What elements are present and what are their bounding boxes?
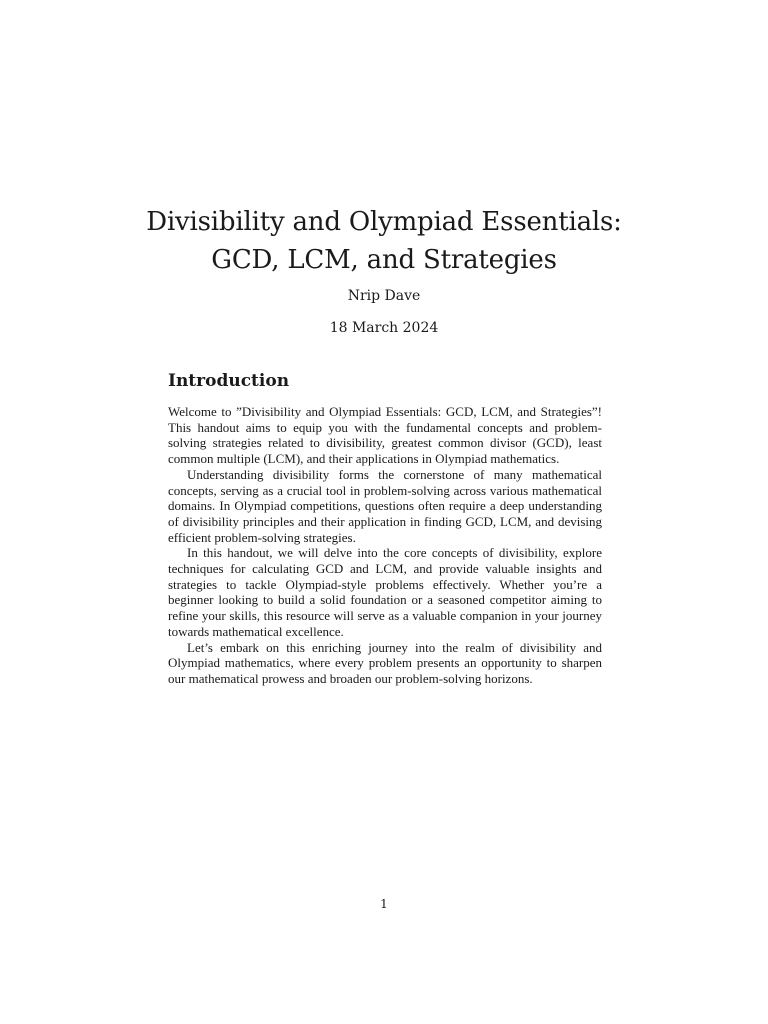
section-heading-introduction: Introduction [168, 371, 290, 391]
paragraph-4: Let’s embark on this enriching journey into the realm of divisibility and Olympiad mathematics, where every problem presents an opportunity to sharpen our mathematical prowess and broaden our problem-solving horizons. [168, 639, 602, 686]
paragraph-1: Welcome to ”Divisibility and Olympiad Essentials: GCD, LCM, and Strategies”! This handout aims to equip you with the fundamental concepts and problem-solving strategies related to divisibility, greatest common divisor (GCD), least common multiple (LCM), and their applications in Olympiad mathematics. [168, 404, 602, 467]
paragraph-3: In this handout, we will delve into the core concepts of divisibility, explore techniques for calculating GCD and LCM, and provide valuable insights and strategies to tackle Olympiad-style problems effectively. Whether you’re a beginner looking to build a solid foundation or a seasoned competitor aiming to refine your skills, this resource will serve as a valuable companion in your journey towards mathematical excellence. [168, 545, 602, 639]
author-name: Nrip Dave [347, 288, 421, 304]
title-line-1: Divisibility and Olympiad Essentials: [146, 207, 622, 237]
title-line-2: GCD, LCM, and Strategies [211, 245, 557, 275]
paragraph-2: Understanding divisibility forms the cornerstone of many mathematical concepts, serving as a crucial tool in problem-solving across various mathematical domains. In Olympiad competitions, questions often require a deep understanding of divisibility principles and their application in finding GCD, LCM, and devising efficient problem-solving strategies. [168, 466, 602, 545]
introduction-body [168, 404, 602, 687]
page-number: 1 [380, 897, 388, 911]
document-date: 18 March 2024 [329, 320, 439, 336]
document-title [0, 203, 768, 279]
